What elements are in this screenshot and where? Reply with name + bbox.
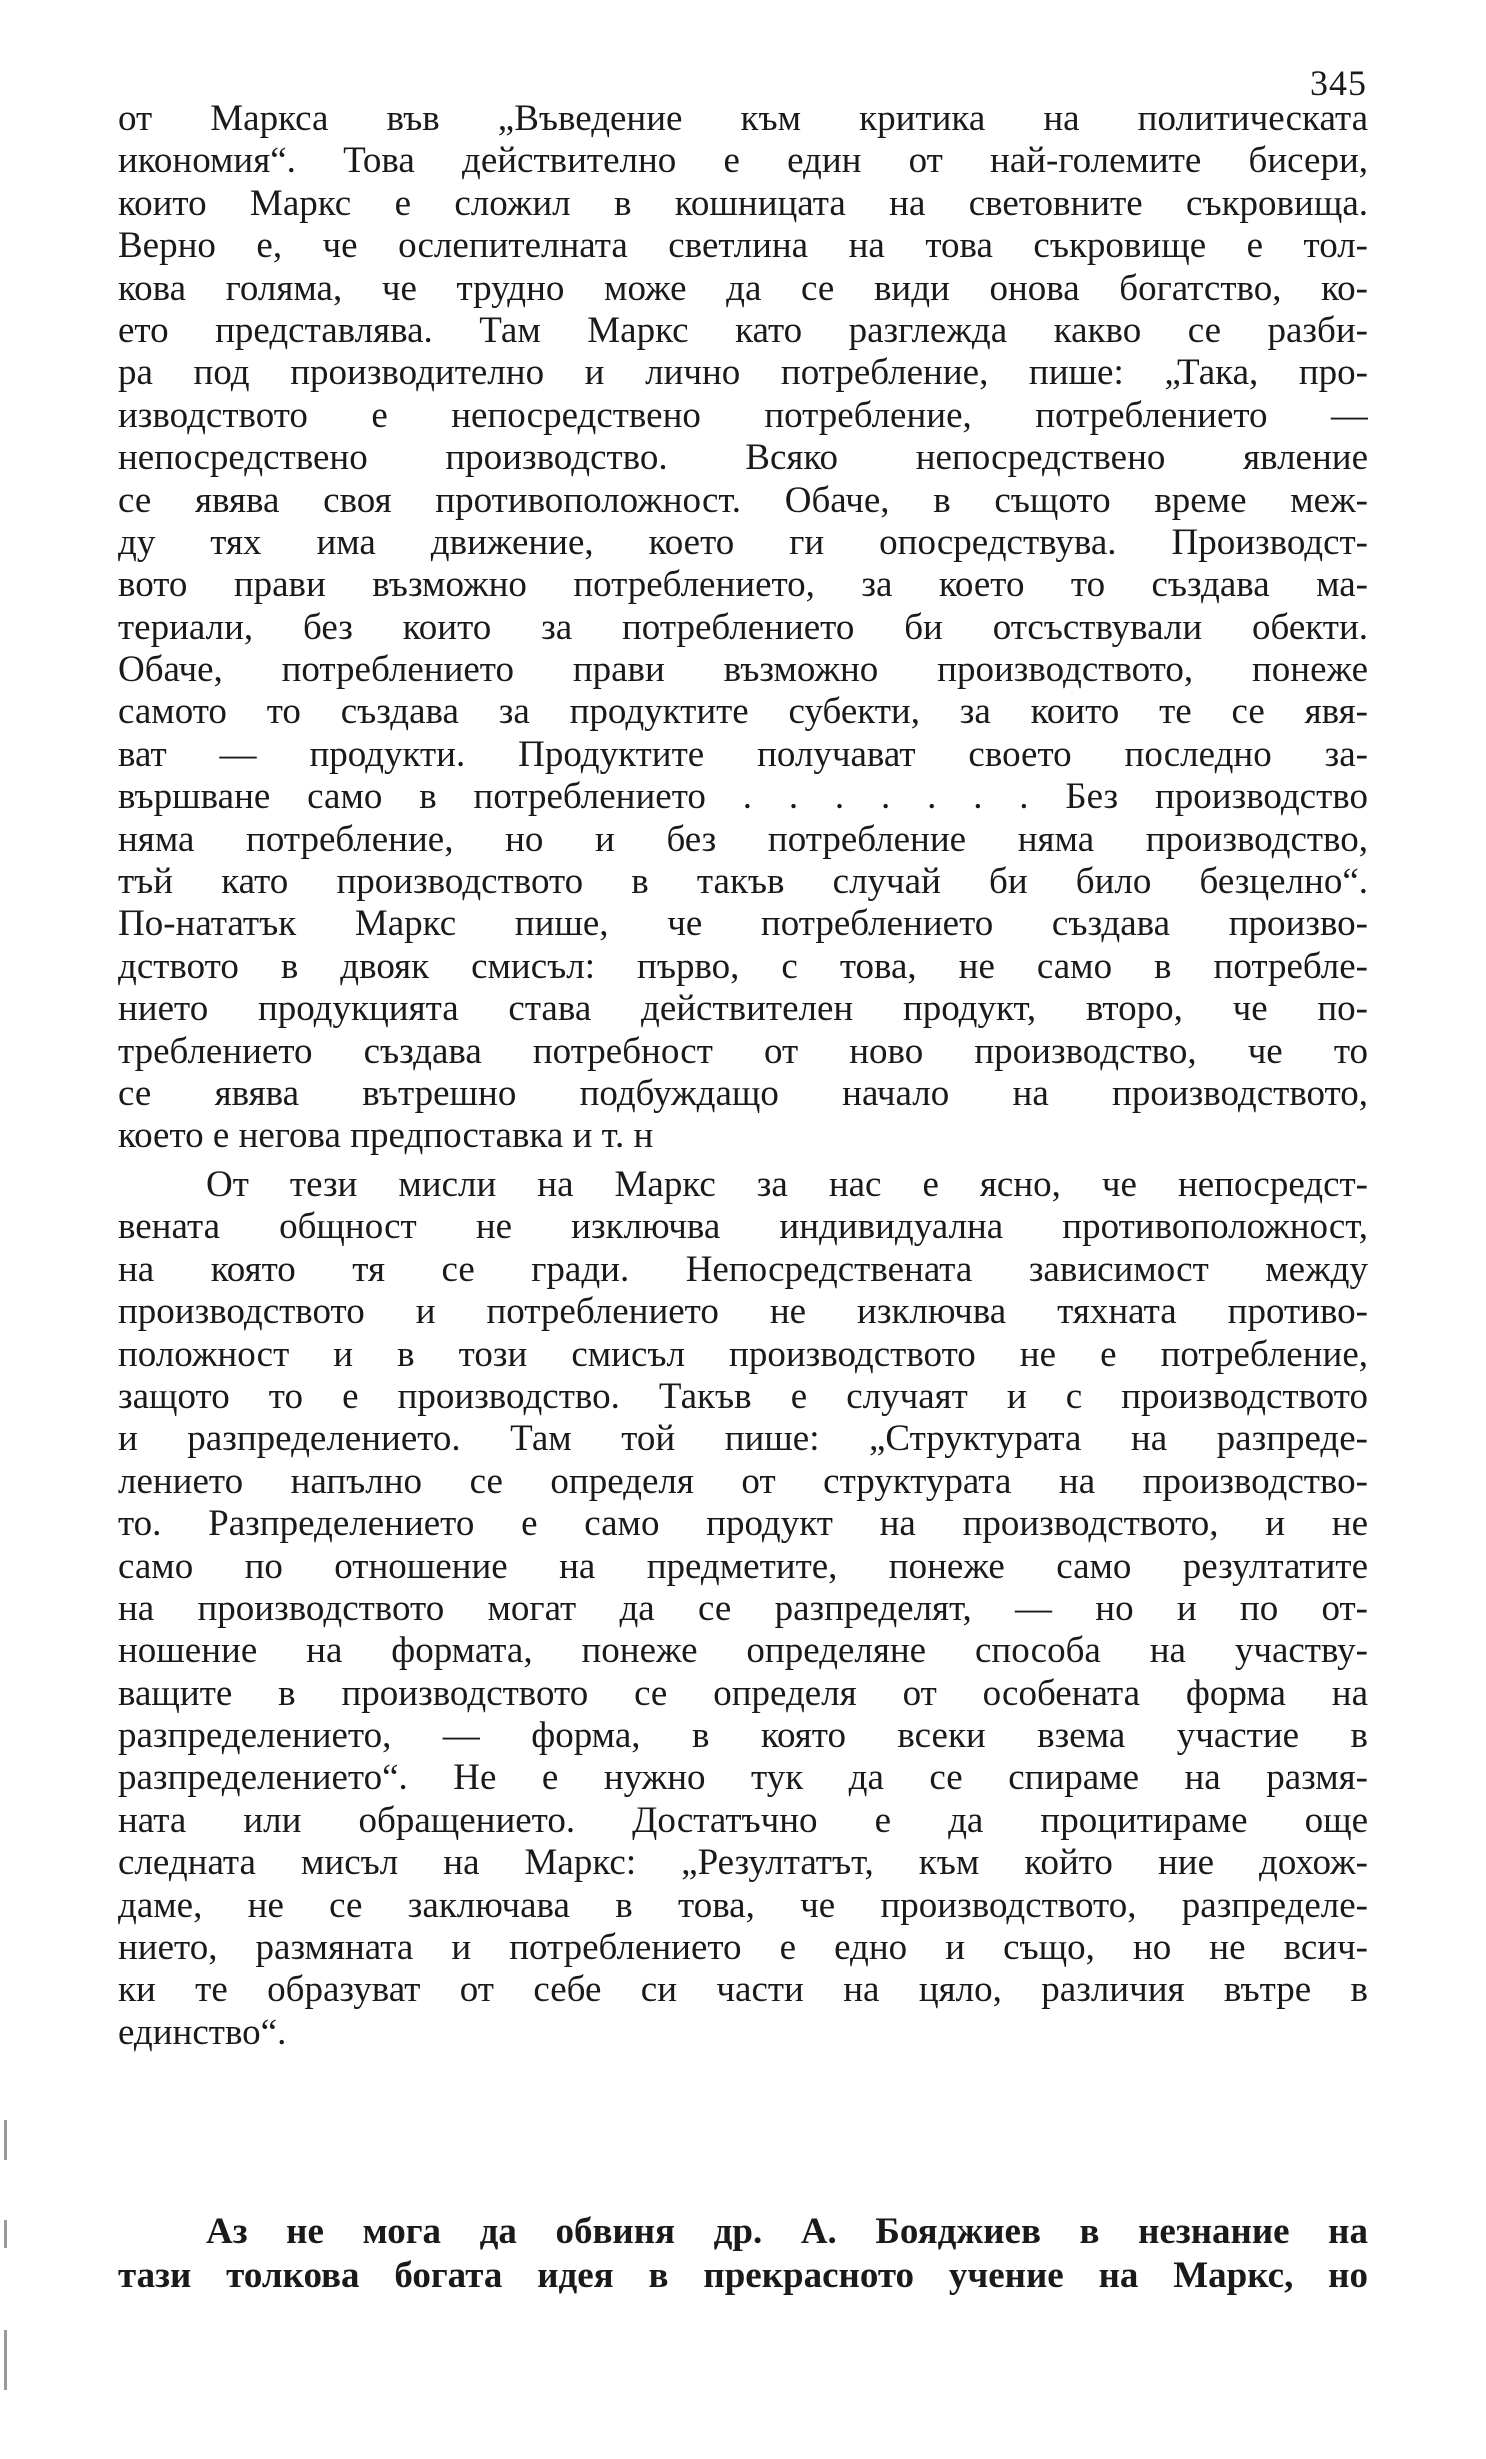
text-line: производството и потреблението не изключва тяхната противо- <box>118 1291 1368 1333</box>
text-line: тази толкова богата идея в прекрасното учение на Маркс, но <box>118 2255 1368 2296</box>
text-line: на която тя се гради. Непосредствената зависимост между <box>118 1248 1368 1290</box>
text-line: нието продукцията става действителен продукт, второ, че по- <box>118 988 1368 1030</box>
text-line: вото прави възможно потреблението, за което то създава ма- <box>118 564 1368 606</box>
text-line: кова голяма, че трудно може да се види онова богатство, ко- <box>118 267 1368 309</box>
text-line: което е негова предпоставка и т. н <box>118 1115 654 1157</box>
text-line: тъй като производството в такъв случай би било безцелно“. <box>118 861 1368 903</box>
paragraph-2 <box>118 1164 1368 2054</box>
text-line: ващите в производството се определя от особената форма на <box>118 1672 1368 1714</box>
text-line: и разпределението. Там той пише: „Структурата на разпреде- <box>118 1418 1368 1460</box>
page-number: 345 <box>1310 63 1367 103</box>
text-line: ношение на формата, понеже определяне способа на участву- <box>118 1630 1368 1672</box>
paragraph-3 <box>118 2210 1368 2298</box>
text-line: самото то създава за продуктите субекти, за които те се явя- <box>118 691 1368 733</box>
scan-speck <box>4 2120 7 2160</box>
text-line: няма потребление, но и без потребление няма производство, <box>118 818 1368 860</box>
text-line: разпределението, — форма, в която всеки взема участие в <box>118 1715 1368 1757</box>
scan-speck <box>4 2330 7 2390</box>
text-line: ра под производително и лично потребление, пише: „Така, про- <box>118 352 1368 394</box>
text-line: от Маркса във „Въведение към критика на политическата <box>118 98 1368 139</box>
text-line: единство“. <box>118 2011 287 2053</box>
text-line: следната мисъл на Маркс: „Резултатът, към който ние дохож- <box>118 1842 1368 1884</box>
text-line: От тези мисли на Маркс за нас е ясно, че непосредст- <box>206 1164 1368 1205</box>
text-line: то. Разпределението е само продукт на производството, и не <box>118 1503 1368 1545</box>
text-line: разпределението“. Не е нужно тук да се спираме на размя- <box>118 1757 1368 1799</box>
text-line: които Маркс е сложил в кошницата на световните съкровища. <box>118 182 1368 224</box>
text-line: ето представлява. Там Маркс като разглежда какво се разби- <box>118 309 1368 351</box>
text-line: непосредствено производство. Всяко непосредствено явление <box>118 437 1368 479</box>
text-line: даме, не се заключава в това, че производството, разпределе- <box>118 1884 1368 1926</box>
text-line: само по отношение на предметите, понеже само резултатите <box>118 1545 1368 1587</box>
text-line: ки те образуват от себе си части на цяло, различия вътре в <box>118 1969 1368 2011</box>
text-line: Верно е, че ослепителната светлина на това съкровище е тол- <box>118 225 1368 267</box>
text-line: икономия“. Това действително е един от най-големите бисери, <box>118 140 1368 182</box>
text-line: дството в двояк смисъл: първо, с това, не само в потребле- <box>118 945 1368 987</box>
text-line: вършване само в потреблението . . . . . . . Без производство <box>118 776 1368 818</box>
text-line: се явява своя противоположност. Обаче, в същото време меж- <box>118 479 1368 521</box>
scan-speck <box>4 2220 7 2248</box>
text-line: ду тях има движение, което ги опосредствува. Производст- <box>118 521 1368 563</box>
text-line: се явява вътрешно подбуждащо начало на производството, <box>118 1072 1368 1114</box>
text-line: ват — продукти. Продуктите получават своето последно за- <box>118 733 1368 775</box>
text-line: териали, без които за потреблението би отсъствували обекти. <box>118 606 1368 648</box>
text-line: положност и в този смисъл производството не е потребление, <box>118 1333 1368 1375</box>
paragraph-1 <box>118 98 1368 1158</box>
text-line: Аз не мога да обвиня др. А. Бояджиев в незнание на <box>206 2211 1368 2252</box>
text-line: ната или обращението. Достатъчно е да процитираме още <box>118 1799 1368 1841</box>
text-line: треблението създава потребност от ново производство, че то <box>118 1030 1368 1072</box>
text-line: защото то е производство. Такъв е случаят и с производството <box>118 1375 1368 1417</box>
text-line: лението напълно се определя от структурата на производство- <box>118 1460 1368 1502</box>
text-line: изводството е непосредствено потребление, потреблението — <box>118 394 1368 436</box>
text-line: нието, размяната и потреблението е едно и също, но не всич- <box>118 1927 1368 1969</box>
text-line: вената общност не изключва индивидуална противоположност, <box>118 1206 1368 1248</box>
text-line: Обаче, потреблението прави възможно производството, понеже <box>118 649 1368 691</box>
text-line: на производството могат да се разпределят, — но и по от- <box>118 1587 1368 1629</box>
text-line: По-нататък Маркс пише, че потреблението създава произво- <box>118 903 1368 945</box>
